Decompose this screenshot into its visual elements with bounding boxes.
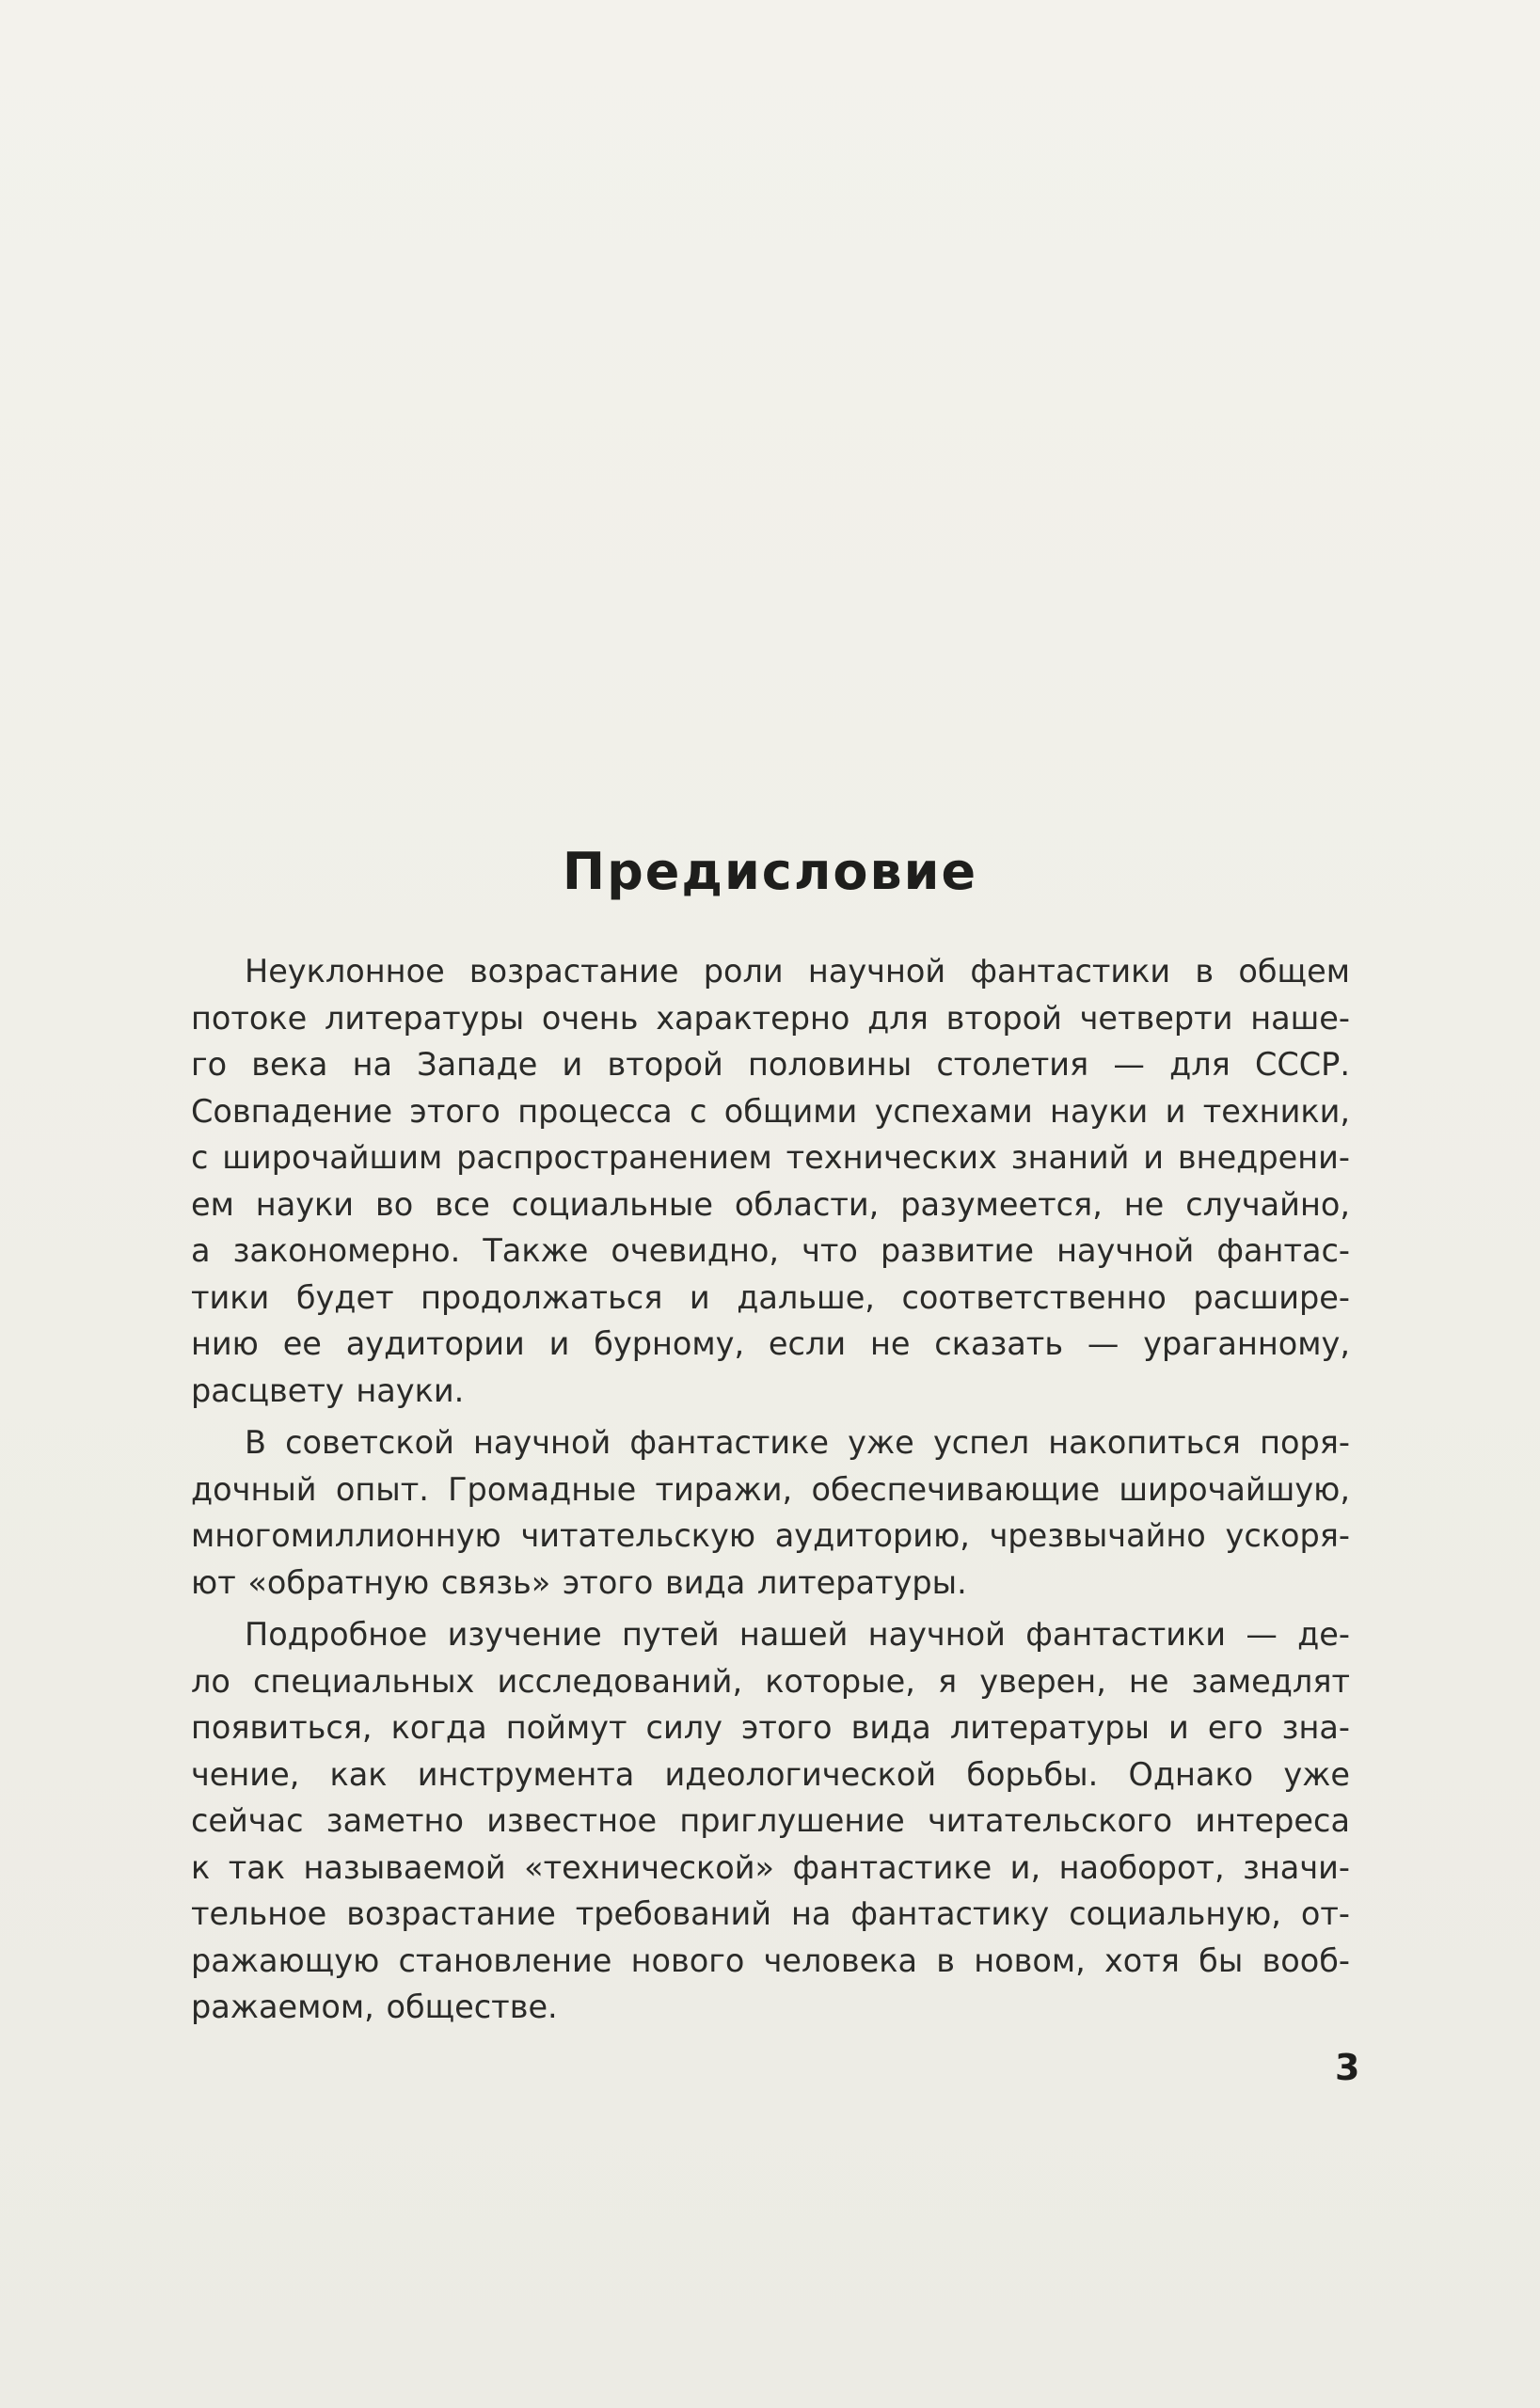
text-line: к так называемой «технической» фантастике и, наоборот, значи- <box>191 1848 1350 1886</box>
text-line: многомиллионную читательскую аудиторию, чрезвычайно ускоря- <box>191 1517 1350 1554</box>
text-line: расцвету науки. <box>191 1371 465 1409</box>
text-line: нию ее аудитории и бурному, если не сказать — ураганному, <box>191 1325 1350 1362</box>
text-line: потоке литературы очень характерно для второй четверти наше- <box>191 999 1350 1037</box>
text-line: тельное возрастание требований на фантастику социальную, от- <box>191 1895 1350 1932</box>
text-line: Подробное изучение путей нашей научной фантастики — де- <box>245 1616 1350 1653</box>
text-line: дочный опыт. Громадные тиражи, обеспечивающие широчайшую, <box>191 1470 1350 1508</box>
text-line: ражающую становление нового человека в новом, хотя бы вооб- <box>191 1941 1350 1979</box>
text-line: ражаемом, обществе. <box>191 1988 558 2025</box>
paragraph <box>191 948 1350 1414</box>
text-line: с широчайшим распространением технических знаний и внедрени- <box>191 1139 1350 1176</box>
text-line: ют «обратную связь» этого вида литературы. <box>191 1563 967 1601</box>
paragraph <box>191 1611 1350 2031</box>
text-line: Неуклонное возрастание роли научной фантастики в общем <box>245 953 1350 990</box>
page-number: 3 <box>1335 2047 1360 2088</box>
text-line: го века на Западе и второй половины столетия — для СССР. <box>191 1046 1350 1083</box>
chapter-heading: Предисловие <box>562 842 978 901</box>
text-line: тики будет продолжаться и дальше, соответственно расшире- <box>191 1278 1350 1316</box>
text-line: чение, как инструмента идеологической борьбы. Однако уже <box>191 1755 1350 1793</box>
text-line: ло специальных исследований, которые, я уверен, не замедлят <box>191 1662 1350 1700</box>
text-line: сейчас заметно известное приглушение читательского интереса <box>191 1802 1350 1839</box>
text-line: Совпадение этого процесса с общими успехами науки и техники, <box>191 1092 1350 1130</box>
body-text <box>191 948 1350 2031</box>
text-line: В советской научной фантастике уже успел накопиться поря- <box>245 1424 1350 1461</box>
paragraph <box>191 1419 1350 1606</box>
text-line: появиться, когда поймут силу этого вида литературы и его зна- <box>191 1709 1350 1746</box>
text-line: ем науки во все социальные области, разумеется, не случайно, <box>191 1185 1350 1223</box>
text-line: а закономерно. Также очевидно, что развитие научной фантас- <box>191 1232 1350 1269</box>
